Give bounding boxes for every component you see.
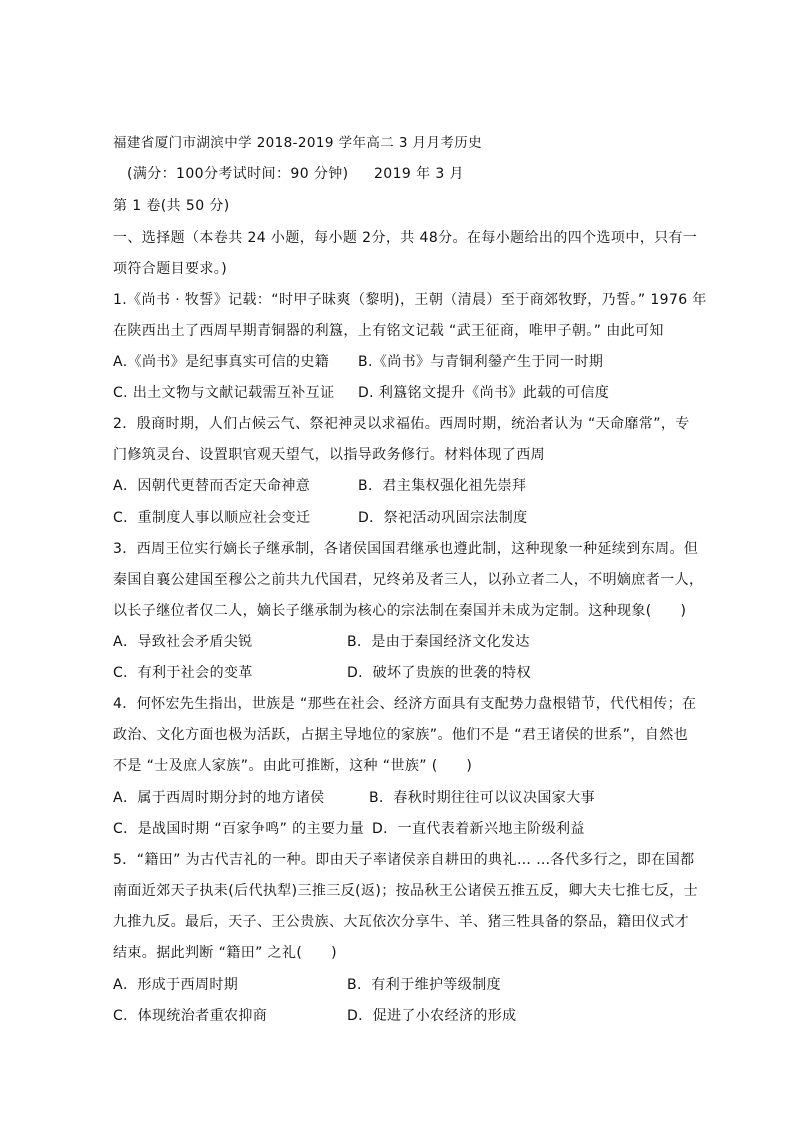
question-4-option-a: A．属于西周时期分封的地方诸侯 — [113, 790, 325, 806]
question-5-line-3: 九推九反。最后，天子、王公贵族、大瓦依次分享牛、羊、猪三牲具备的祭品，籍田仪式才 — [113, 914, 689, 930]
question-4-option-b: B．春秋时期往往可以议决国家大事 — [369, 790, 596, 806]
question-2-option-c: C．重制度人事以顺应社会变迁 — [113, 510, 311, 526]
question-1-line-2: 在陕西出土了西周早期青铜器的利簋，上有铭文记载 “武王征商，唯甲子朝。” 由此可知 — [113, 323, 664, 339]
question-5-option-b: B．有利于维护等级制度 — [347, 977, 502, 993]
score-time-info: (满分：100分考试时间：90 分钟) — [127, 166, 349, 182]
question-3-option-c: C．有利于社会的变革 — [113, 665, 253, 681]
question-3-line-3: 以长子继位者仅二人，嫡长子继承制为核心的宗法制在秦国并未成为定制。这种现象( ) — [113, 603, 687, 619]
question-3-option-a: A．导致社会矛盾尖锐 — [113, 634, 253, 650]
question-5-option-c: C．体现统治者重农抑商 — [113, 1008, 268, 1024]
question-2-option-d: D．祭祀活动巩固宗法制度 — [358, 510, 528, 526]
exam-title: 福建省厦门市湖滨中学 2018-2019 学年高二 3 月月考历史 — [113, 135, 483, 151]
question-3-line-1: 3．西周王位实行嫡长子继承制，各诸侯国国君继承也遵此制，这种现象一种延续到东周。但 — [113, 541, 699, 557]
question-5-option-d: D．促进了小农经济的形成 — [347, 1008, 517, 1024]
question-4-option-c: C．是战国时期 “百家争鸣” 的主要力量 — [113, 821, 365, 837]
question-4-option-d: D．一直代表着新兴地主阶级利益 — [372, 821, 585, 837]
question-2-option-a: A．因朝代更替而否定天命神意 — [113, 478, 311, 494]
question-4-line-2: 政治、文化方面也极为活跃，占据主导地位的家族”。他们不是 “君王诸侯的世系”，自然也 — [113, 727, 689, 743]
question-2-line-2: 门修筑灵台、设置职官观天望气，以指导政务修行。材料体现了西周 — [113, 447, 545, 463]
question-1-option-d: D. 利簋铭文提升《尚书》此载的可信度 — [358, 385, 610, 401]
exam-date: 2019 年 3 月 — [374, 166, 464, 182]
question-1-line-1: 1.《尚书 · 牧誓》记载：“时甲子昧爽（黎明)，王朝（清晨）至于商郊牧野，乃誓。” 1976 年 — [113, 292, 707, 308]
question-4-line-1: 4．何怀宏先生指出，世族是 “那些在社会、经济方面具有支配势力盘根错节，代代相传；在 — [113, 696, 697, 712]
question-4-line-3: 不是 “士及庶人家族”。由此可推断，这种 “世族” ( ) — [113, 758, 473, 774]
question-5-line-4: 结束。据此判断 “籍田” 之礼( ) — [113, 945, 337, 961]
question-3-line-2: 秦国自襄公建国至穆公之前共九代国君，兄终弟及者三人，以孙立者二人，不明嫡庶者一人， — [113, 572, 704, 588]
question-5-option-a: A．形成于西周时期 — [113, 977, 239, 993]
question-1-option-c: C. 出土文物与文献记载需互补互证 — [113, 385, 335, 401]
question-1-option-a: A.《尚书》是纪事真实可信的史籍 — [113, 354, 330, 370]
question-2-option-b: B．君主集权强化祖先崇拜 — [358, 478, 527, 494]
volume-heading: 第 1 卷(共 50 分) — [113, 198, 230, 214]
question-5-line-2: 南面近郊天子执耒(后代执犁)三推三反(返)；按品秋王公诸侯五推五反，卿大夫七推七反，士 — [113, 883, 699, 899]
section-instruction: 一、选择题（本卷共 24 小题，每小题 2分，共 48分。在每小题给出的四个选项中，只有一 — [113, 230, 698, 246]
question-1-option-b: B.《尚书》与青铜利鎣产生于同一时期 — [358, 354, 604, 370]
question-3-option-b: B．是由于秦国经济文化发达 — [347, 634, 530, 650]
section-instruction-cont: 项符合题目要求。) — [113, 261, 228, 277]
question-5-line-1: 5．“籍田” 为古代吉礼的一种。即由天子率诸侯亲自耕田的典礼… …各代多行之，即在国都 — [113, 852, 695, 868]
question-3-option-d: D．破坏了贵族的世袭的特权 — [347, 665, 531, 681]
question-2-line-1: 2．殷商时期，人们占候云气、祭祀神灵以求福佑。西周时期，统治者认为 “天命靡常”，专 — [113, 416, 690, 432]
